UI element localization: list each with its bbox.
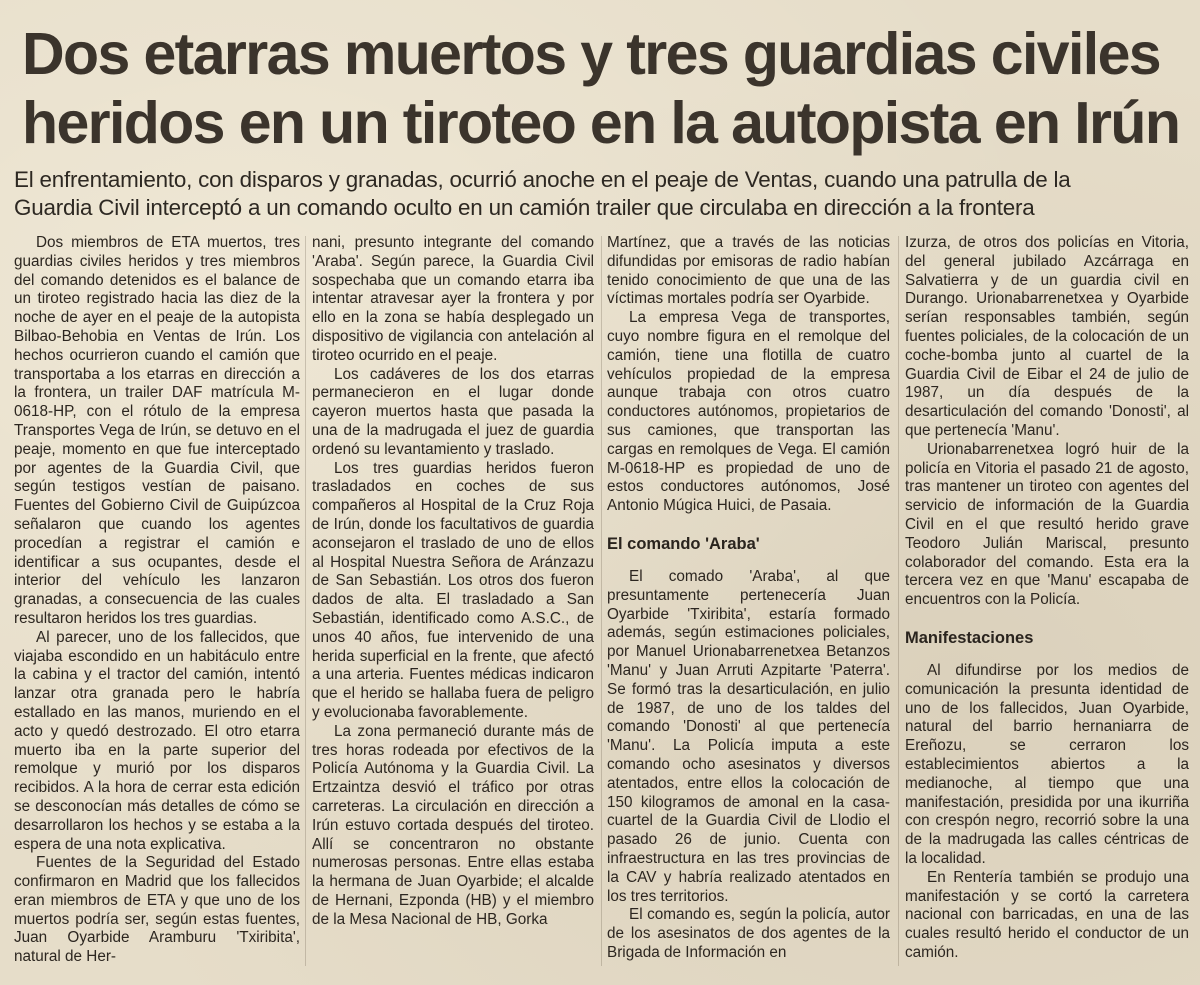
section-heading: Manifestaciones — [905, 628, 1034, 647]
paragraph: El comado 'Araba', al que presuntamente pertenecería Juan Oyarbide 'Txiribita', estaría formado además, según estimaciones policiales, por Manuel Urionabarrenetxea Betanzos 'Manu' y Juan Arruti Azpitarte 'Paterra'. Se formó tras la desarticulación, en julio de 1987, de uno de los taldes del comando 'Donosti' al que pertenecía 'Manu'. La Policía imputa a este comando ocho asesinatos y diversos atentados, entre ellos la colocación de 150 kilogramos de amonal en la casa-cuartel de la Guardia Civil de Llodio el pasado 26 de junio. Cuenta con infraestructura en las tres provincias de la CAV y habría realizado atentados en los tres territorios. — [607, 567, 890, 905]
headline-line-1: Dos etarras muertos y tres guardias civiles — [22, 21, 1160, 87]
paragraph: Dos miembros de ETA muertos, tres guardias civiles heridos y tres miembros del comando detenidos es el balance de un tiroteo registrado hacia las diez de la noche de ayer en el peaje de la autopista Bilbao-Behobia en Ventas de Irún. Los hechos ocurrieron cuando el camión que transportaba a los etarras en dirección a la frontera, un trailer DAF matrícula M-0618-HP, con el rótulo de la empresa Transportes Vega de Irún, se detuvo en el peaje, momento en que fue interceptado por agentes de la Guardia Civil, que según testigos vestían de paisano. Fuentes del Gobierno Civil de Guipúzcoa señalaron que cuando los agentes procedían a registrar el camión e identificar a sus ocupantes, desde el interior del vehículo les lanzaron granadas, a consecuencia de las cuales resultaron heridos los tres guardias. — [14, 234, 300, 627]
paragraph: En Rentería también se produjo una manifestación y se cortó la carretera nacional con barricadas, en una de las cuales resultó herido el conductor de un camión. — [905, 868, 1189, 961]
subheadline-line-2: Guardia Civil interceptó a un comando oculto en un camión trailer que circulaba en dirección a la frontera — [14, 195, 1035, 220]
column-divider — [898, 236, 899, 966]
subheadline-line-1: El enfrentamiento, con disparos y granadas, ocurrió anoche en el peaje de Ventas, cuando una patrulla de la — [14, 167, 1071, 192]
paragraph: Fuentes de la Seguridad del Estado confirmaron en Madrid que los fallecidos eran miembros de ETA y que uno de los muertos podría ser, según estas fuentes, Juan Oyarbide Aramburu 'Txiribita', natural de Her- — [14, 854, 300, 966]
column-divider — [305, 236, 306, 966]
article-column-2 — [312, 234, 594, 929]
paragraph: Izurza, de otros dos policías en Vitoria, del general jubilado Azcárraga en Salvatierra y de un guardia civil en Durango. Urionabarrenetxea y Oyarbide serían responsables también, según fuentes policiales, de la colocación de un coche-bomba junto al cuartel de la Guardia Civil de Eibar el 24 de julio de 1987, un día después de la desarticulación del comando 'Donosti', al que pertenecía 'Manu'. — [905, 234, 1189, 439]
paragraph: Los tres guardias heridos fueron trasladados en coches de sus compañeros al Hospital de la Cruz Roja de Irún, donde los facultativos de guardia aconsejaron el traslado de uno de ellos al Hospital Nuestra Señora de Aránzazu de San Sebastián. Los otros dos fueron dados de alta. El trasladado a San Sebastián, identificado como A.S.C., de unos 40 años, fue intervenido de una herida superficial en la frente, que afectó a una arteria. Fuentes médicas indicaron que el herido se hallaba fuera de peligro y evolucionaba favorablemente. — [312, 459, 594, 721]
article-column-1 — [14, 234, 300, 967]
paragraph: Urionabarrenetxea logró huir de la policía en Vitoria el pasado 21 de agosto, tras mantener un tiroteo con agentes del servicio de información de la Guardia Civil en el que resultó herido grave Teodoro Julián Mariscal, presunto colaborador del comando. Esta era la tercera vez en que 'Manu' escapaba de encuentros con la Policía. — [905, 440, 1189, 609]
article-column-3 — [607, 234, 890, 963]
paragraph: El comando es, según la policía, autor de los asesinatos de dos agentes de la Brigada de Información en — [607, 906, 890, 961]
paragraph: Al parecer, uno de los fallecidos, que viajaba escondido en un habitáculo entre la cabina y el tractor del camión, intentó lanzar otra granada pero le habría estallado en las manos, muriendo en el acto y quedó destrozado. El otro etarra muerto iba en la parte superior del remolque y murió por los disparos recibidos. A la hora de cerrar esta edición se desconocían más detalles de cómo se desarrollaron los hechos y se estaba a la espera de una nota explicativa. — [14, 628, 300, 853]
paragraph: nani, presunto integrante del comando 'Araba'. Según parece, la Guardia Civil sospechaba que un comando etarra iba intentar atravesar ayer la frontera y por ello en la zona se había desplegado un dispositivo de vigilancia con antelación al tiroteo ocurrido en el peaje. — [312, 234, 594, 364]
article-column-4 — [905, 234, 1189, 963]
paragraph: La zona permaneció durante más de tres horas rodeada por efectivos de la Policía Autónoma y la Guardia Civil. La Ertzaintza desvió el tráfico por otras carreteras. La circulación en dirección a Irún estuvo cortada después del tiroteo. Allí se concentraron no obstante numerosas personas. Entre ellas estaba la hermana de Juan Oyarbide; el alcalde de Hernani, Ezponda (HB) y el miembro de la Mesa Nacional de HB, Gorka — [312, 722, 594, 928]
paragraph: Al difundirse por los medios de comunicación la presunta identidad de uno de los fallecidos, Juan Oyarbide, natural del barrio hernaniarra de Ereñozu, se cerraron los establecimientos abiertos a la medianoche, al tiempo que una manifestación, presidida por una ikurriña con crespón negro, recorrió sobre la una de la madrugada las calles céntricas de la localidad. — [905, 661, 1189, 867]
paragraph: La empresa Vega de transportes, cuyo nombre figura en el remolque del camión, tiene una flotilla de cuatro vehículos propiedad de la empresa aunque trabaja con otros cuatro conductores autónomos, propietarios de sus camiones, que transportan las cargas en remolques de Vega. El camión M-0618-HP es propiedad de uno de estos conductores autónomos, José Antonio Múgica Huici, de Pasaia. — [607, 309, 890, 515]
subheadline — [14, 166, 1194, 222]
section-heading: El comando 'Araba' — [607, 534, 760, 553]
paragraph: Martínez, que a través de las noticias difundidas por emisoras de radio habían tenido conocimiento de que una de las víctimas mortales podría ser Oyarbide. — [607, 234, 890, 308]
headline-line-2: heridos en un tiroteo en la autopista en Irún — [22, 90, 1180, 156]
paragraph: Los cadáveres de los dos etarras permanecieron en el lugar donde cayeron muertos hasta que pasada la una de la madrugada el juez de guardia ordenó su levantamiento y traslado. — [312, 365, 594, 458]
headline — [22, 20, 1187, 158]
column-divider — [601, 236, 602, 966]
